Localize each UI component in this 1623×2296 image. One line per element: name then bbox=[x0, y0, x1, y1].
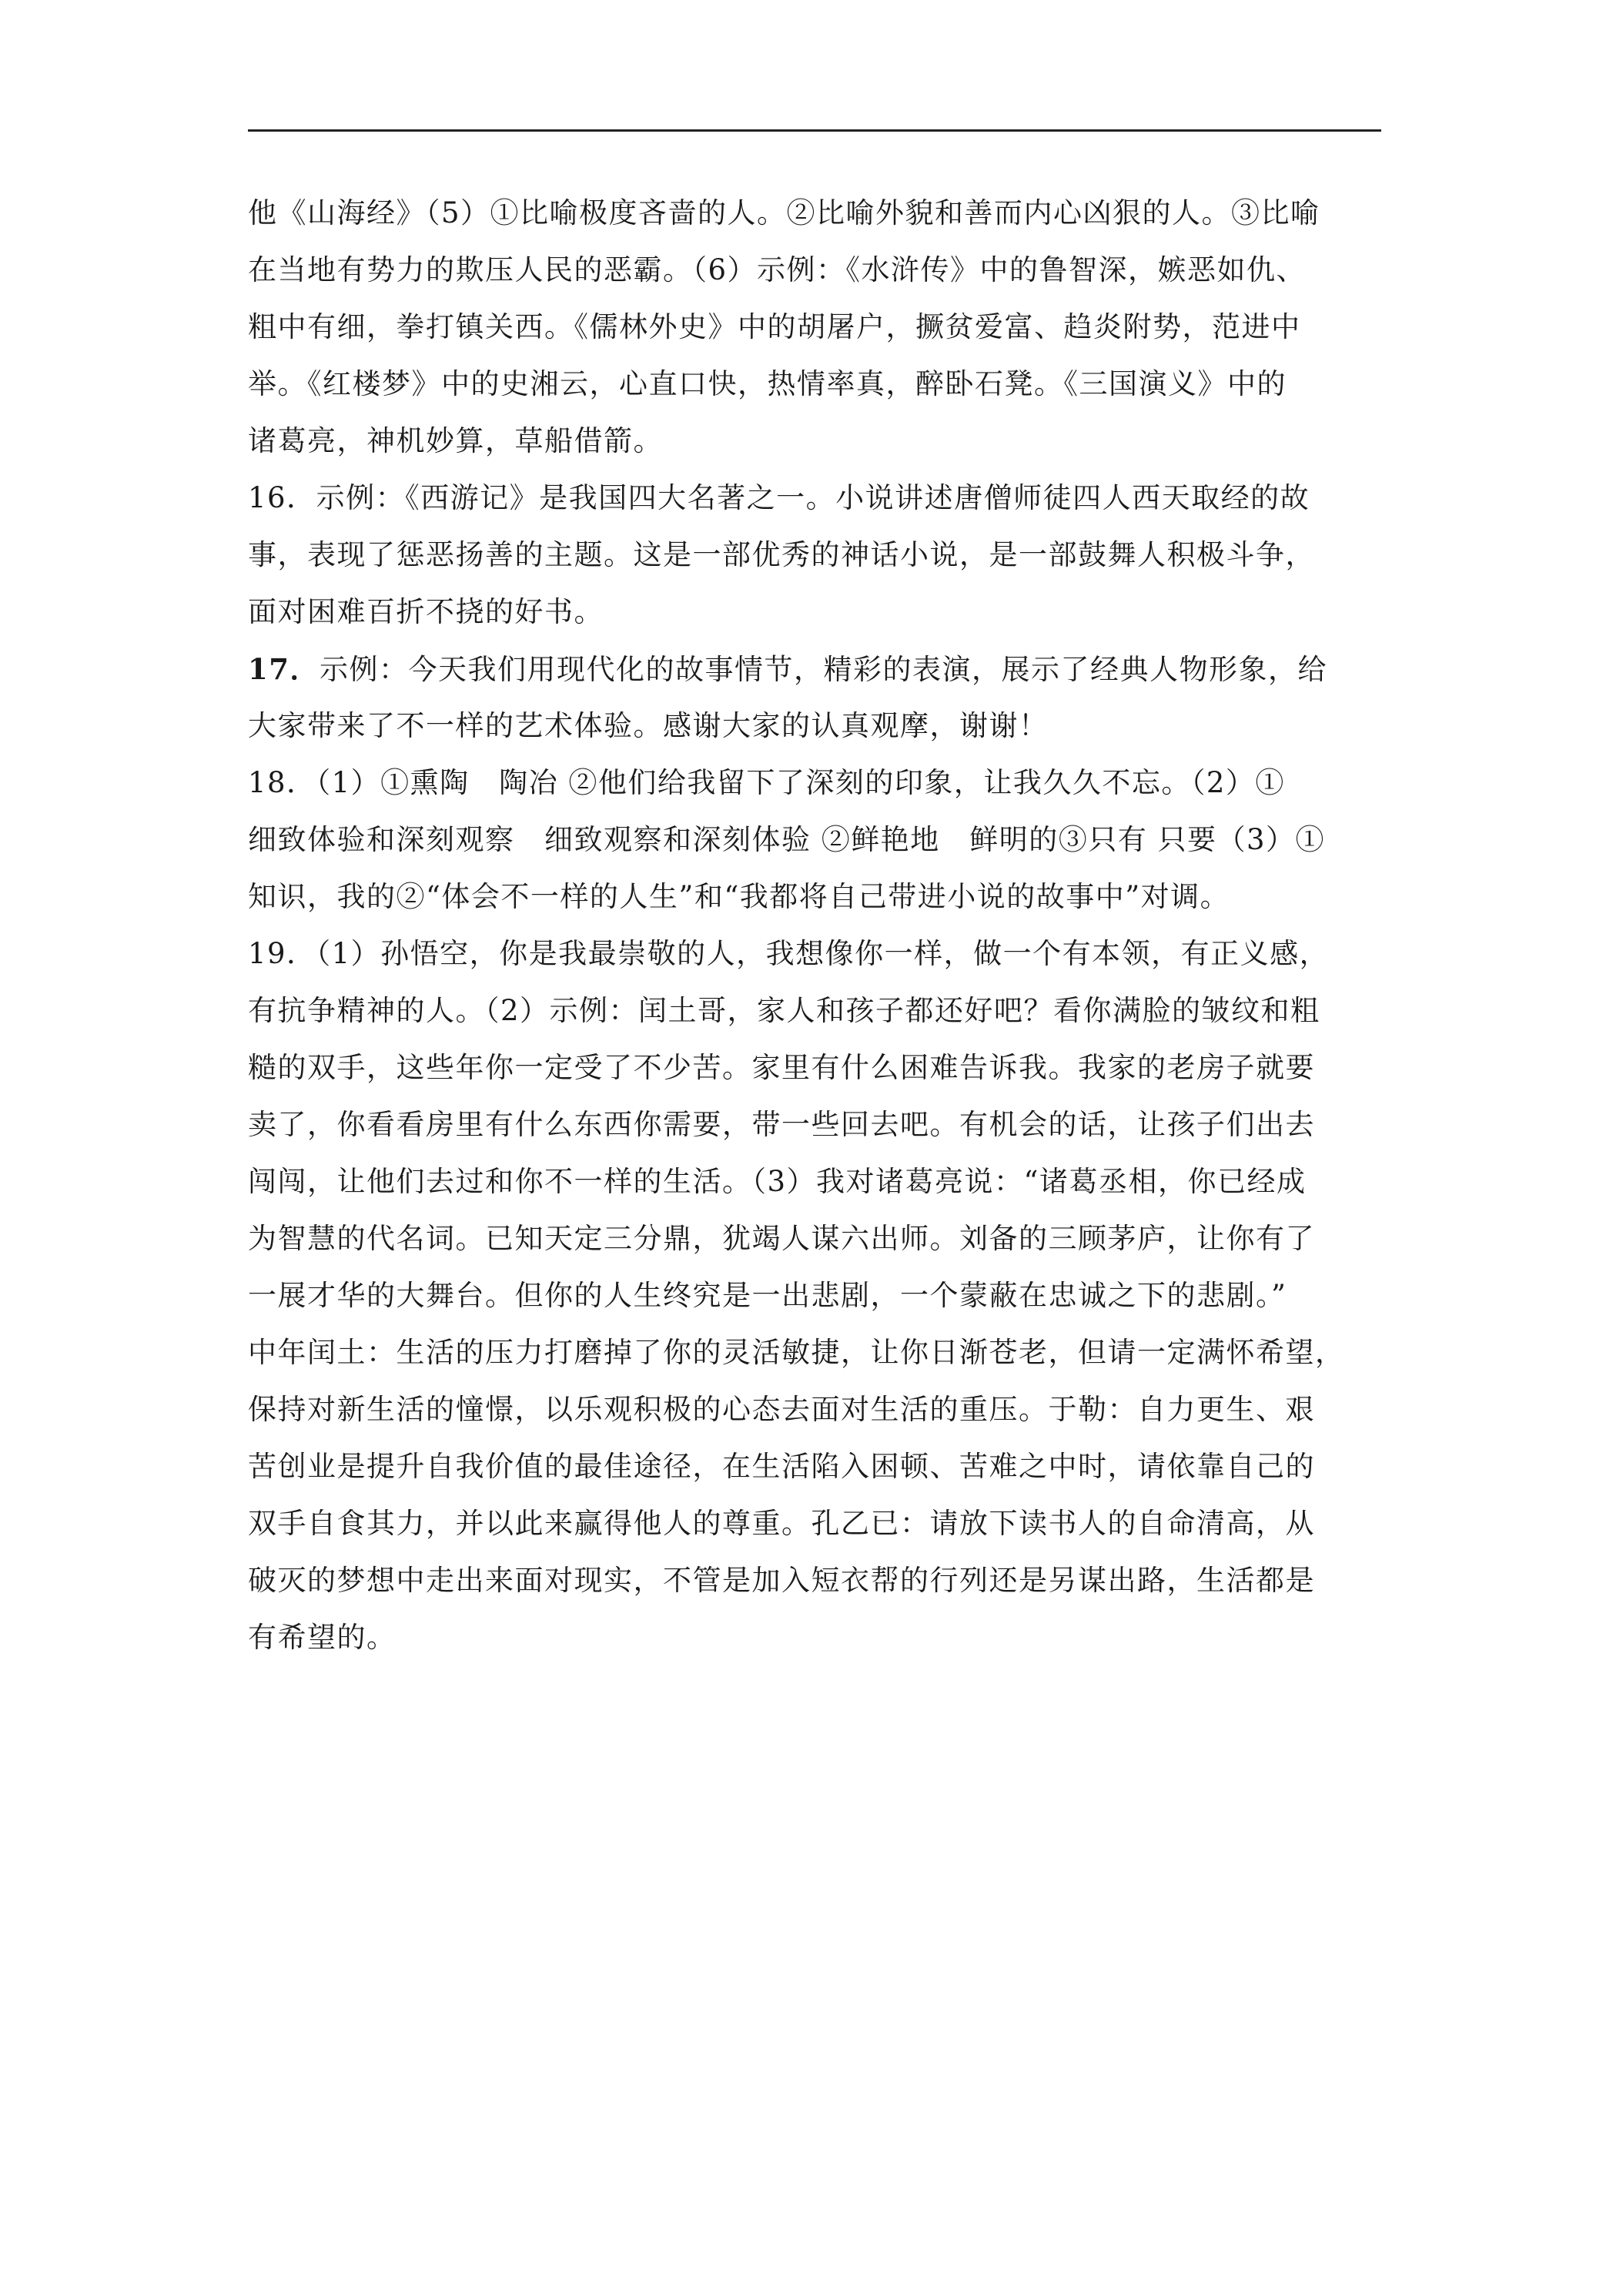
text-line-body: 示例：今天我们用现代化的故事情节，精彩的表演，展示了经典人物形象，给 bbox=[320, 653, 1327, 686]
text-line: 糙的双手，这些年你一定受了不少苦。家里有什么困难告诉我。我家的老房子就要 bbox=[248, 1051, 1315, 1084]
header-rule bbox=[248, 129, 1381, 132]
text-line: 粗中有细，拳打镇关西。《儒林外史》中的胡屠户，撅贫爱富、趋炎附势，范进中 bbox=[248, 310, 1301, 343]
text-line: 大家带来了不一样的艺术体验。感谢大家的认真观摩，谢谢！ bbox=[248, 709, 1049, 742]
text-line: 保持对新生活的憧憬，以乐观积极的心态去面对生活的重压。于勒：自力更生、艰 bbox=[248, 1393, 1315, 1426]
answer-text bbox=[248, 185, 1381, 1666]
text-line: 中年闰土：生活的压力打磨掉了你的灵活敏捷，让你日渐苍老，但请一定满怀希望， bbox=[248, 1336, 1345, 1369]
text-line: 苦创业是提升自我价值的最佳途径，在生活陷入困顿、苦难之中时，请依靠自己的 bbox=[248, 1450, 1315, 1483]
text-line: 诸葛亮，神机妙算，草船借箭。 bbox=[248, 424, 663, 457]
text-line: 16．示例：《西游记》是我国四大名著之一。小说讲述唐僧师徒四人西天取经的故 bbox=[248, 481, 1310, 514]
text-line: 破灭的梦想中走出来面对现实，不管是加入短衣帮的行列还是另谋出路，生活都是 bbox=[248, 1564, 1315, 1597]
text-line: 18．（1）①熏陶 陶冶 ②他们给我留下了深刻的印象，让我久久不忘。（2）① bbox=[248, 766, 1285, 799]
text-line bbox=[248, 641, 1381, 698]
text-line: 双手自食其力，并以此来赢得他人的尊重。孔乙已：请放下读书人的自命清高，从 bbox=[248, 1507, 1315, 1540]
text-line: 有抗争精神的人。（2）示例：闰土哥，家人和孩子都还好吧？看你满脸的皱纹和粗 bbox=[248, 994, 1320, 1027]
text-line: 他《山海经》（5）①比喻极度吝啬的人。②比喻外貌和善而内心凶狠的人。③比喻 bbox=[248, 196, 1320, 229]
text-line: 细致体验和深刻观察 细致观察和深刻体验 ②鲜艳地 鲜明的③只有 只要（3）① bbox=[248, 823, 1326, 856]
text-line: 举。《红楼梦》中的史湘云，心直口快，热情率真，醉卧石凳。《三国演义》中的 bbox=[248, 367, 1287, 400]
text-line: 知识，我的②“体会不一样的人生”和“我都将自己带进小说的故事中”对调。 bbox=[248, 880, 1230, 913]
text-line: 事，表现了惩恶扬善的主题。这是一部优秀的神话小说，是一部鼓舞人积极斗争， bbox=[248, 538, 1315, 571]
text-line: 一展才华的大舞台。但你的人生终究是一出悲剧，一个蒙蔽在忠诚之下的悲剧。” bbox=[248, 1279, 1287, 1312]
text-line: 闯闯，让他们去过和你不一样的生活。（3）我对诸葛亮说：“诸葛丞相，你已经成 bbox=[248, 1165, 1307, 1198]
text-line: 面对困难百折不挠的好书。 bbox=[248, 595, 604, 628]
text-line: 有希望的。 bbox=[248, 1621, 397, 1654]
text-line: 卖了，你看看房里有什么东西你需要，带一些回去吧。有机会的话，让孩子们出去 bbox=[248, 1108, 1315, 1141]
question-number: 17． bbox=[248, 652, 320, 686]
text-line: 在当地有势力的欺压人民的恶霸。（6）示例：《水浒传》中的鲁智深，嫉恶如仇、 bbox=[248, 253, 1307, 286]
text-line: 为智慧的代名词。已知天定三分鼎，犹竭人谋六出师。刘备的三顾茅庐，让你有了 bbox=[248, 1222, 1315, 1255]
text-line: 19．（1）孙悟空，你是我最崇敬的人，我想像你一样，做一个有本领，有正义感， bbox=[248, 937, 1330, 970]
